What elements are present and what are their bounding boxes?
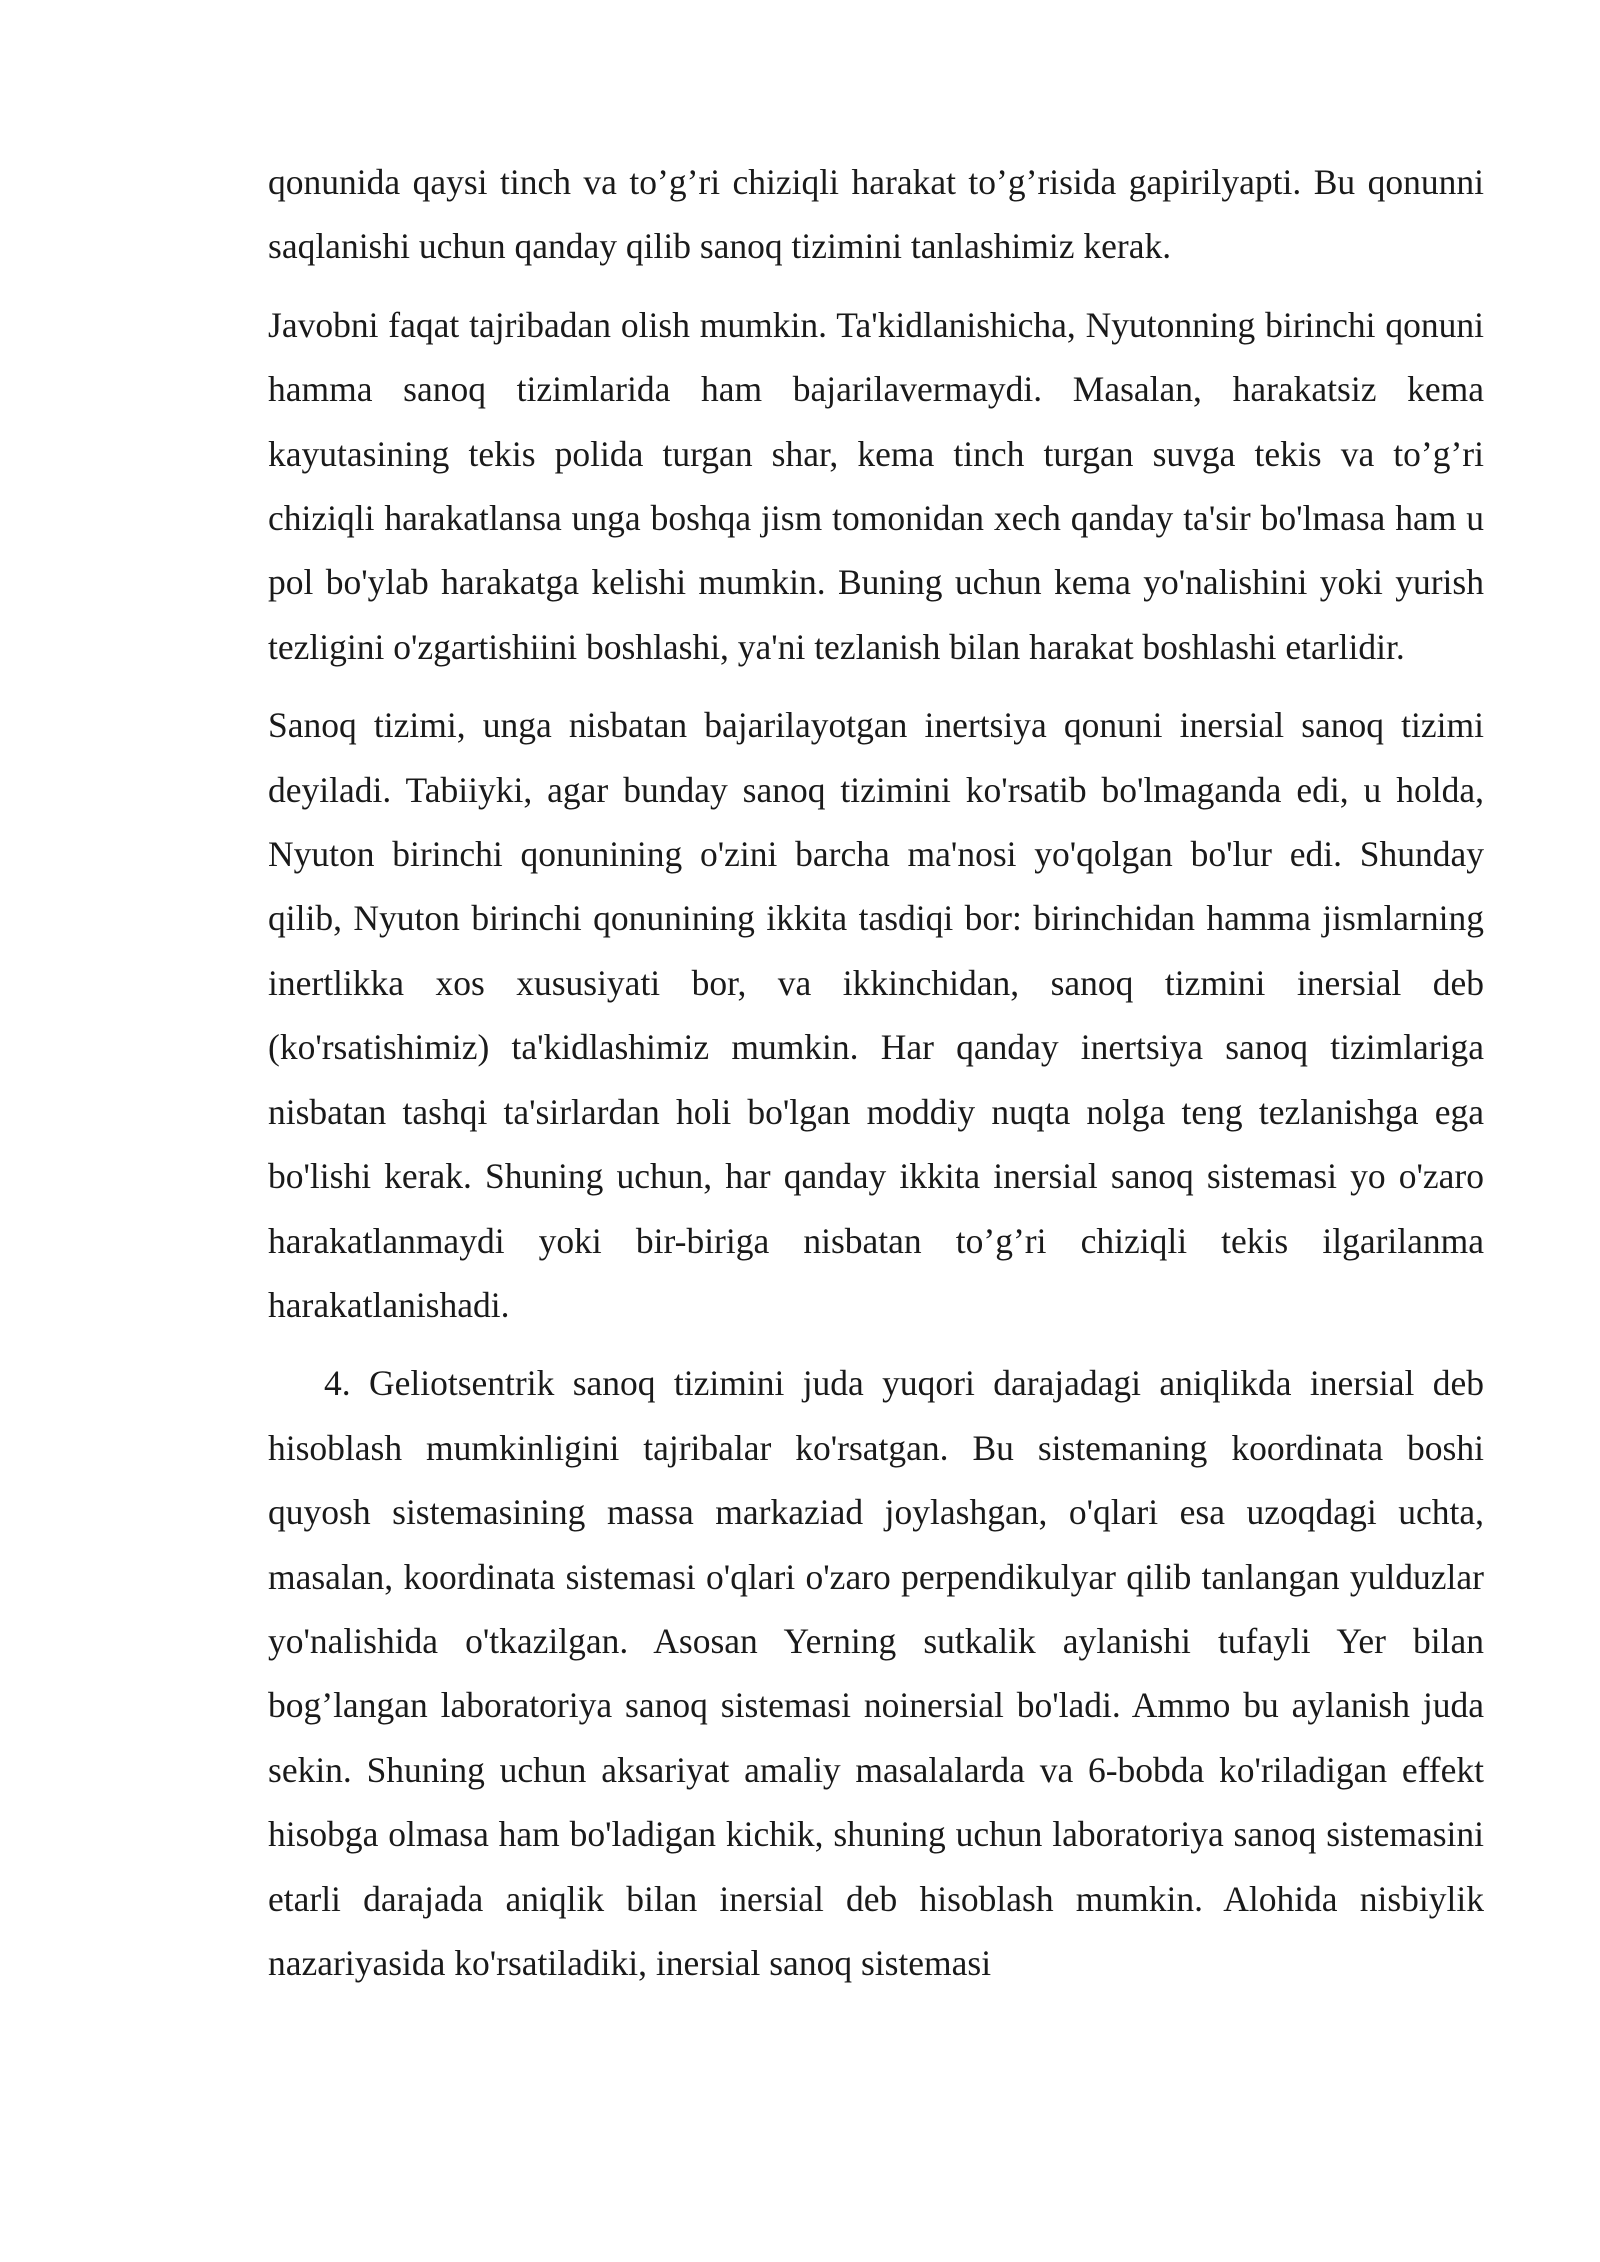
paragraph-3: Sanoq tizimi, unga nisbatan bajarilayotgan inertsiya qonuni inersial sanoq tizimi deyiladi. Tabiiyki, agar bunday sanoq tizimini ko'rsatib bo'lmaganda edi, u holda, Nyuton birinchi qonunining o'zini barcha ma'nosi yo'qolgan bo'lur edi. Shunday qilib, Nyuton birinchi qonunining ikkita tasdiqi bor: birinchidan hamma jismlarning inertlikka xos xususiyati bor, va ikkinchidan, sanoq tizmini inersial deb (ko'rsatishimiz) ta'kidlashimiz mumkin. Har qanday inertsiya sanoq tizimlariga nisbatan tashqi ta'sirlardan holi bo'lgan moddiy nuqta nolga teng tezlanishga ega bo'lishi kerak. Shuning uchun, har qanday ikkita inersial sanoq sistemasi yo o'zaro harakatlanmaydi yoki bir-biriga nisbatan to’g’ri chiziqli tekis ilgarilanma harakatlanishadi.	[268, 705, 1484, 1325]
paragraph-4: 4. Geliotsentrik sanoq tizimini juda yuqori darajadagi aniqlikda inersial deb hisoblash mumkinligini tajribalar ko'rsatgan. Bu sistemaning koordinata boshi quyosh sistemasining massa markaziad joylashgan, o'qlari esa uzoqdagi uchta, masalan, koordinata sistemasi o'qlari o'zaro perpendikulyar qilib tanlangan yulduzlar yo'nalishida o'tkazilgan. Asosan Yerning sutkalik aylanishi tufayli Yer bilan bog’langan laboratoriya sanoq sistemasi noinersial bo'ladi. Ammo bu aylanish juda sekin. Shuning uchun aksariyat amaliy masalalarda va 6-bobda ko'riladigan effekt hisobga olmasa ham bo'ladigan kichik, shuning uchun laboratoriya sanoq sistemasini etarli darajada aniqlik bilan inersial deb hisoblash mumkin. Alohida nisbiylik nazariyasida ko'rsatiladiki, inersial sanoq sistemasi	[268, 1363, 1484, 1983]
paragraph-2: Javobni faqat tajribadan olish mumkin. Ta'kidlanishicha, Nyutonning birinchi qonuni hamma sanoq tizimlarida ham bajarilavermaydi. Masalan, harakatsiz kema kayutasining tekis polida turgan shar, kema tinch turgan suvga tekis va to’g’ri chiziqli harakatlansa unga boshqa jism tomonidan xech qanday ta'sir bo'lmasa ham u pol bo'ylab harakatga kelishi mumkin. Buning uchun kema yo'nalishini yoki yurish tezligini o'zgartishiini boshlashi, ya'ni tezlanish bilan harakat boshlashi etarlidir.	[268, 304, 1484, 667]
paragraph-1: qonunida qaysi tinch va to’g’ri chiziqli harakat to’g’risida gapirilyapti. Bu qonunni saqlanishi uchun qanday qilib sanoq tizimini tanlashimiz kerak.	[268, 162, 1484, 267]
document-body	[268, 150, 1484, 1995]
